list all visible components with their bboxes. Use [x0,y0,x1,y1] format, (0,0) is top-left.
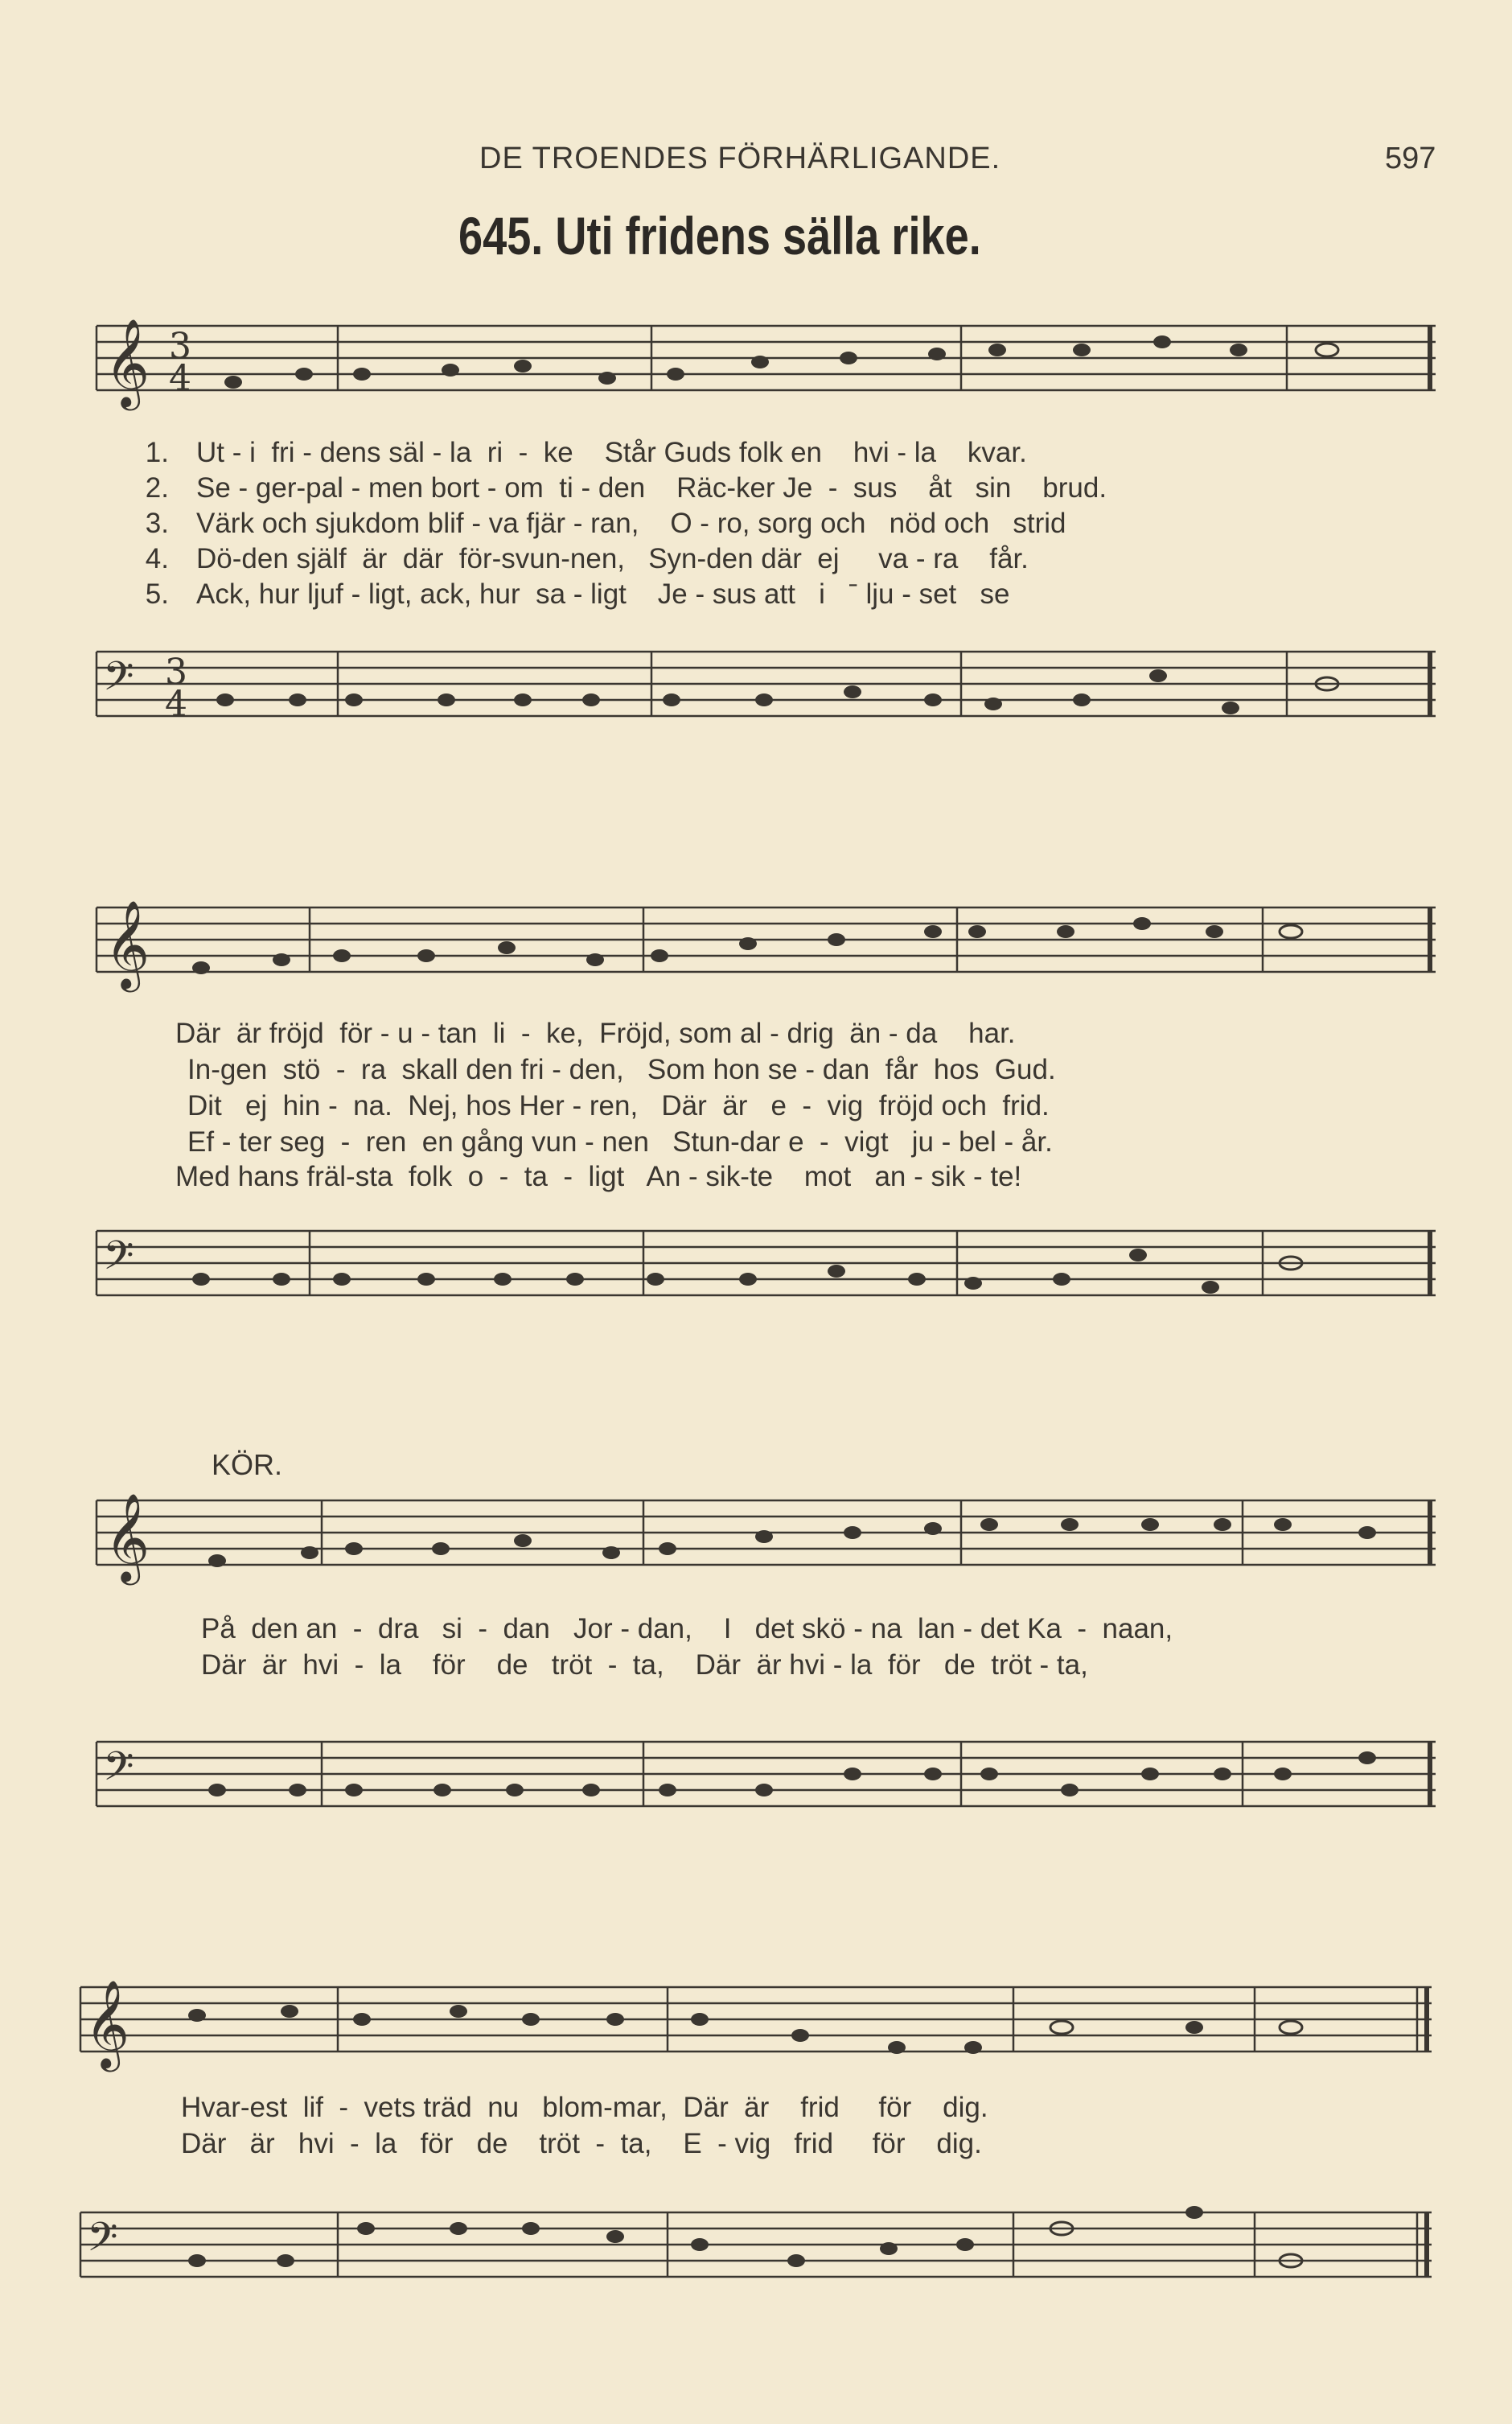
verse2-line-5: Med hans fräl-sta folk o - ta - ligt An - sik-te mot an - sik - te! [175,1161,1022,1192]
verse2-line-1: Där är fröjd för - u - tan li - ke, Fröjd, som al - drig än - da har. [175,1018,1016,1049]
verse-line-3: 3. Värk och sjukdom blif - va fjär - ran, O - ro, sorg och nöd och strid [145,508,1066,539]
system1-bass-staff [0,640,1512,744]
chorus-treble-staff [0,1492,1512,1597]
final-line-1: Hvar-est lif - vets träd nu blom-mar, Där är frid för dig. [181,2092,988,2123]
verse-line-4: 4. Dö-den själf är där för-svun-nen, Syn-den där ej va - ra får. [145,543,1029,574]
system1-treble-staff [0,318,1512,422]
svg-text:𝄞: 𝄞 [105,1493,150,1582]
verse2-line-3: Dit ej hin - na. Nej, hos Her - ren, Där är e - vig fröjd och frid. [187,1090,1050,1121]
hymn-title: 645. Uti fridens sälla rike. [458,206,981,265]
verse-line-2: 2. Se - ger-pal - men bort - om ti - den Räc-ker Je - sus åt sin brud. [145,472,1107,504]
svg-text:3: 3 [165,652,187,693]
chorus-line-1: På den an - dra si - dan Jor - dan, I det skö - na lan - det Ka - naan, [201,1613,1173,1644]
page-number: 597 [1385,142,1436,175]
verse-line-5: 5. Ack, hur ljuf - ligt, ack, hur sa - ligt Je - sus att i ˉ lju - set se [145,578,1010,610]
svg-text:4: 4 [169,358,191,399]
system2-treble-staff [0,899,1512,1004]
svg-text:𝄞: 𝄞 [105,319,150,407]
svg-text:3: 3 [169,326,191,367]
svg-text:4: 4 [165,684,187,725]
final-treble-staff [0,1979,1512,2084]
system2-bass-staff [0,1219,1512,1323]
final-line-2: Där är hvi - la för de tröt - ta, E - vig frid för dig. [181,2128,982,2159]
chorus-label: KÖR. [212,1448,283,1481]
svg-text:𝄞: 𝄞 [105,900,150,989]
svg-text:𝄞: 𝄞 [84,1980,130,2068]
verse-line-1: 1. Ut - i fri - dens säl - la ri - ke Står Guds folk en hvi - la kvar. [145,437,1027,468]
svg-text:𝄢: 𝄢 [103,653,134,710]
final-bass-staff [0,2200,1512,2321]
chorus-bass-staff [0,1730,1512,1834]
verse2-line-4: Ef - ter seg - ren en gång vun - nen Stun-dar e - vigt ju - bel - år. [187,1126,1053,1158]
chorus-line-2: Där är hvi - la för de tröt - ta, Där är hvi - la för de tröt - ta, [201,1649,1088,1681]
svg-text:𝄢: 𝄢 [87,2214,118,2270]
running-head: DE TROENDES FÖRHÄRLIGANDE. [479,142,1001,175]
svg-text:𝄢: 𝄢 [103,1743,134,1800]
verse2-line-2: In-gen stö - ra skall den fri - den, Som hon se - dan får hos Gud. [187,1054,1056,1085]
svg-text:𝄢: 𝄢 [103,1233,134,1289]
